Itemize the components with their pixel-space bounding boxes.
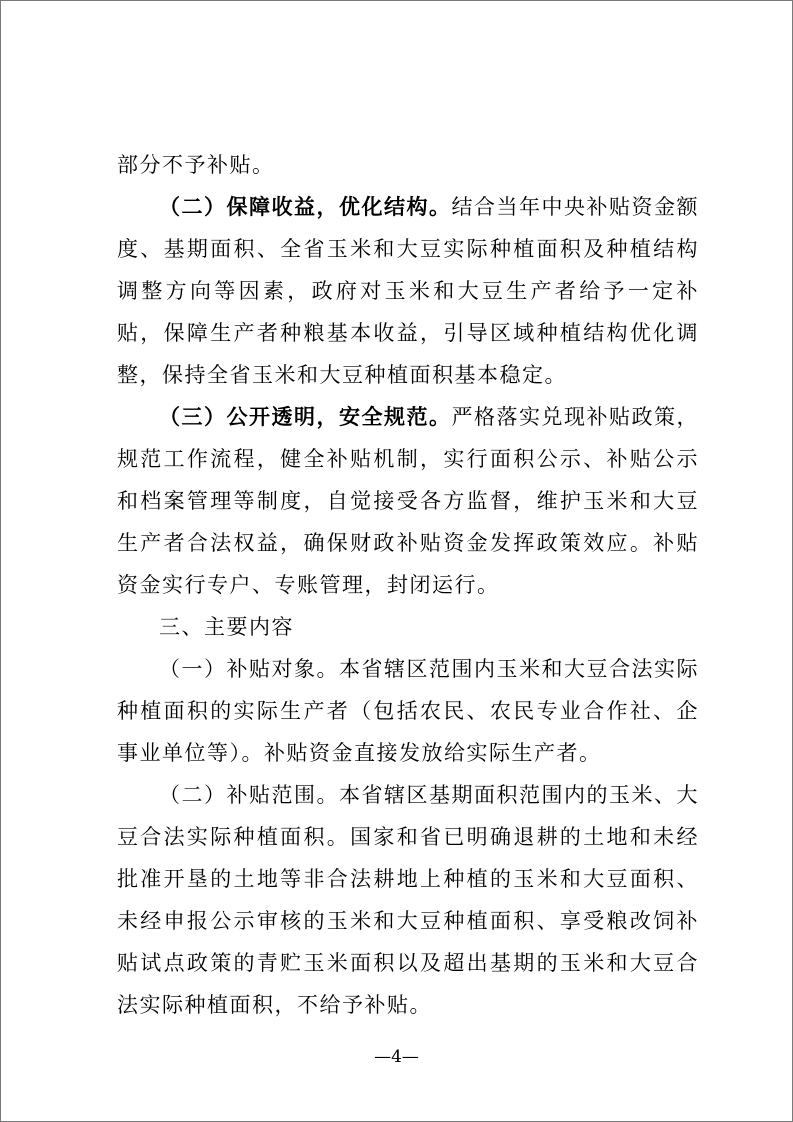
paragraph-subsidy-scope [117, 774, 699, 1026]
paragraph-text: 本省辖区基期面积范围内的玉米、大豆合法实际种植面积。国家和省已明确退耕的土地和未经批准开垦的土地等非合法耕地上种植的玉米和大豆面积、未经申报公示审核的玉米和大豆种植面积、享受粮改饲补贴试点政策的青贮玉米面积以及超出基期的玉米和大豆合法实际种植面积，不给予补贴。 [117, 783, 699, 1017]
paragraph-lead: （二）保障收益，优化结构。 [159, 194, 452, 219]
paragraph-guarantee-income [117, 186, 699, 396]
paragraph-continuation [117, 144, 699, 186]
paragraph-text: 本省辖区范围内玉米和大豆合法实际种植面积的实际生产者（包括农民、农民专业合作社、企事业单位等）。补贴资金直接发放给实际生产者。 [117, 657, 699, 765]
paragraph-lead: （一）补贴对象。 [159, 657, 339, 681]
page-number: —4— [374, 1047, 419, 1067]
paragraph-transparency [117, 396, 699, 606]
paragraph-lead: （三）公开透明，安全规范。 [159, 404, 452, 429]
paragraph-text: 严格落实兑现补贴政策，规范工作流程，健全补贴机制，实行面积公示、补贴公示和档案管理等制度，自觉接受各方监督，维护玉米和大豆生产者合法权益，确保财政补贴资金发挥政策效应。补贴资金实行专户、专账管理，封闭运行。 [117, 405, 699, 597]
paragraph-text: 部分不予补贴。 [117, 153, 275, 177]
document-body [117, 144, 699, 1026]
paragraph-text: 结合当年中央补贴资金额度、基期面积、全省玉米和大豆实际种植面积及种植结构调整方向等因素，政府对玉米和大豆生产者给予一定补贴，保障生产者种粮基本收益，引导区域种植结构优化调整，保持全省玉米和大豆种植面积基本稳定。 [117, 195, 699, 387]
paragraph-lead: （二）补贴范围。 [159, 783, 339, 807]
paragraph-subsidy-target [117, 648, 699, 774]
section-heading: 三、主要内容 [159, 615, 294, 639]
